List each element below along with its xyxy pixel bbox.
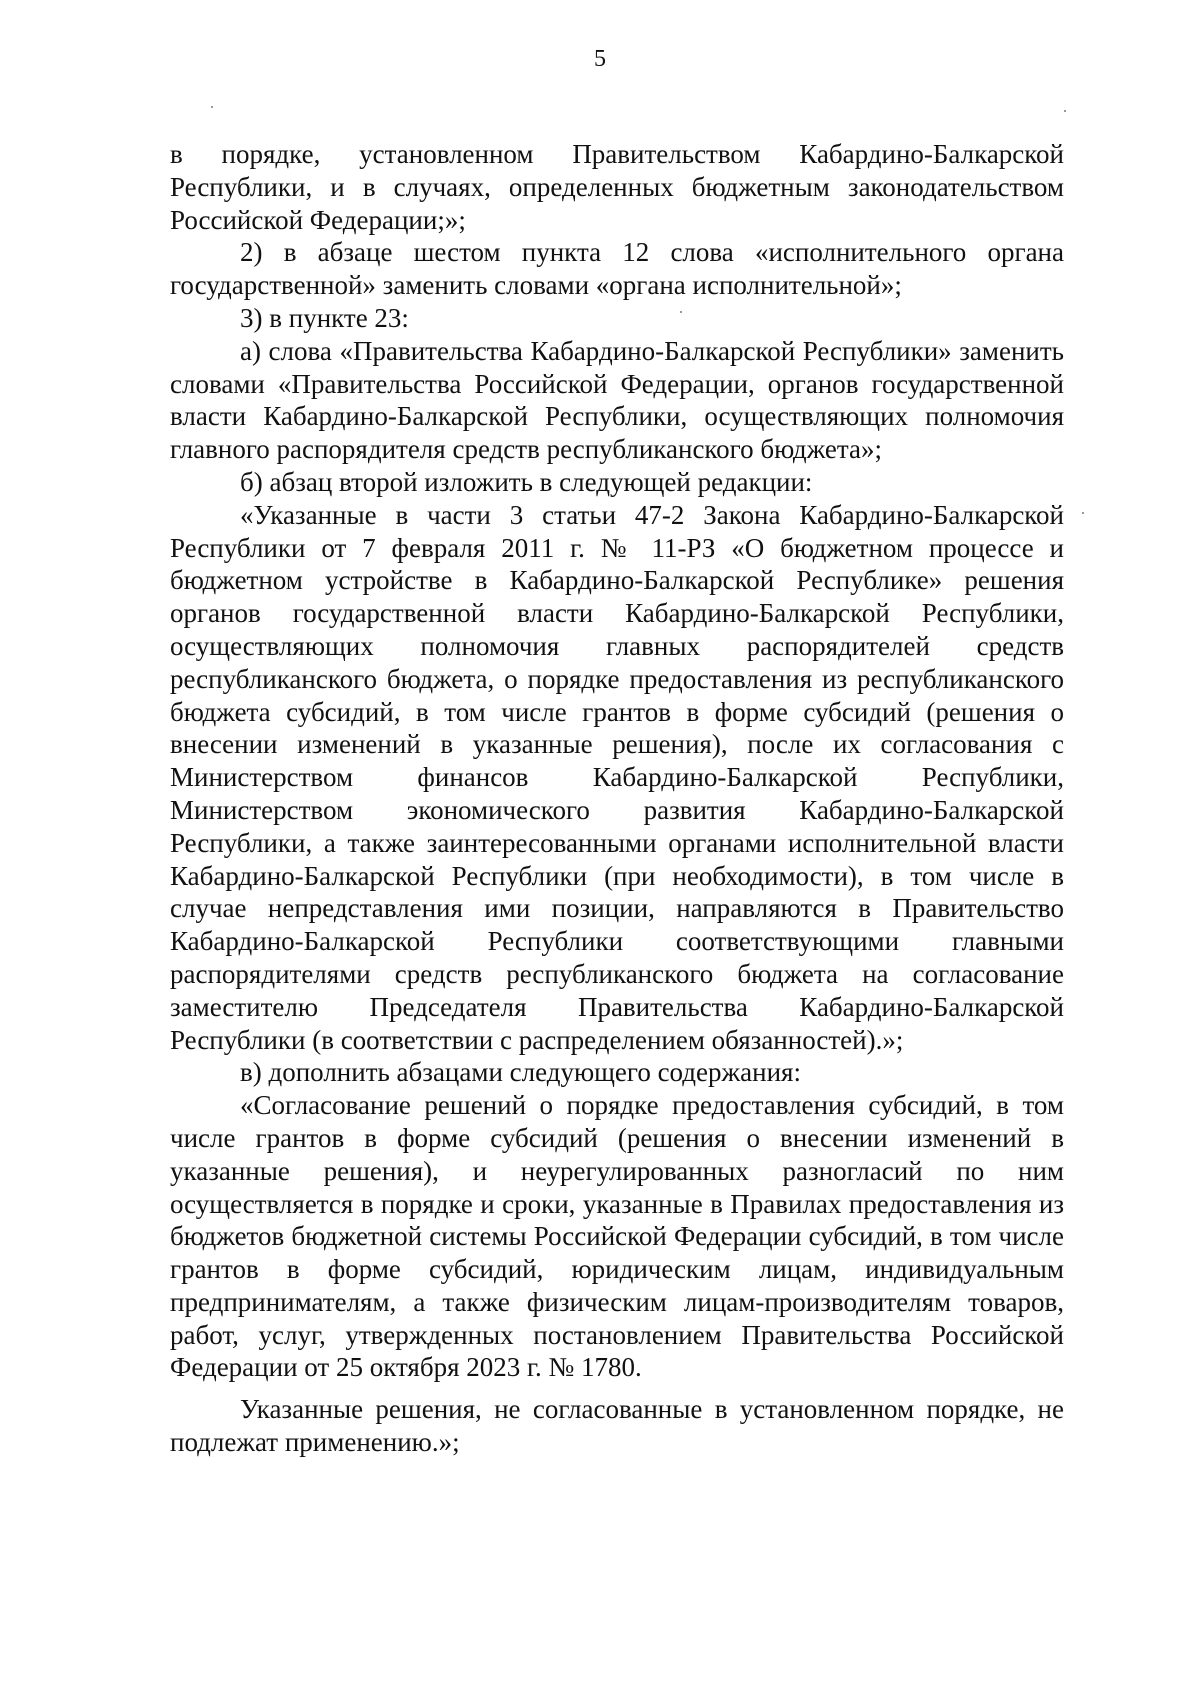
paragraph-item-2: 2) в абзаце шестом пункта 12 слова «исполнительного органа государственной» заменить словами «органа исполнительной»;	[170, 237, 1064, 301]
paragraph-continuation: в порядке, установленном Правительством Кабардино-Балкарской Республики, и в случаях, определенных бюджетным законодательством Российской Федерации;»;	[170, 139, 1064, 235]
scan-speck	[1082, 512, 1084, 514]
paragraph-quoted-text-2: «Согласование решений о порядке предоставления субсидий, в том числе грантов в форме субсидий (решения о внесении изменений в указанные решения), и неурегулированных разногласий по ним осуществляется в порядке и сроки, указанные в Правилах предоставления из бюджетов бюджетной системы Российской Федерации субсидий, в том числе грантов в форме субсидий, юридическим лицам, индивидуальным предпринимателям, а также физическим лицам-производителям товаров, работ, услуг, утвержденных постановлением Правительства Российской Федерации от 25 октября 2023 г. № 1780.	[170, 1090, 1064, 1383]
paragraph-subitem-b: б) абзац второй изложить в следующей редакции:	[240, 466, 813, 497]
scan-speck	[211, 106, 213, 108]
paragraph-quoted-text-1: «Указанные в части 3 статьи 47-2 Закона Кабардино-Балкарской Республики от 7 февраля 2011 г. № 11-РЗ «О бюджетном процессе и бюджетном устройстве в Кабардино-Балкарской Республике» решения органов государственной власти Кабардино-Балкарской Республики, осуществляющих полномочия главных распорядителей средств республиканского бюджета, о порядке предоставления из республиканского бюджета субсидий, в том числе грантов в форме субсидий (решения о внесении изменений в указанные решения), после их согласования с Министерством финансов Кабардино-Балкарской Республики, Министерством экономического развития Кабардино-Балкарской Республики, а также заинтересованными органами исполнительной власти Кабардино-Балкарской Республики (при необходимости), в том числе в случае непредставления ими позиции, направляются в Правительство Кабардино-Балкарской Республики соответствующими главными распорядителями средств республиканского бюджета на согласование заместителю Председателя Правительства Кабардино-Балкарской Республики (в соответствии с распределением обязанностей).»;	[170, 499, 1064, 1055]
page-number: 5	[594, 46, 606, 72]
paragraph-quoted-text-3: Указанные решения, не согласованные в установленном порядке, не подлежат применению.»;	[170, 1394, 1064, 1458]
paragraph-subitem-a: а) слова «Правительства Кабардино-Балкарской Республики» заменить словами «Правительства Российской Федерации, органов государственной власти Кабардино-Балкарской Республики, осуществляющих полномочия главного распорядителя средств республиканского бюджета»;	[170, 335, 1064, 465]
paragraph-subitem-v: в) дополнить абзацами следующего содержания:	[240, 1057, 801, 1088]
paragraph-item-3: 3) в пункте 23:	[240, 302, 409, 333]
document-body	[170, 138, 1064, 1459]
scan-speck	[1064, 110, 1066, 112]
